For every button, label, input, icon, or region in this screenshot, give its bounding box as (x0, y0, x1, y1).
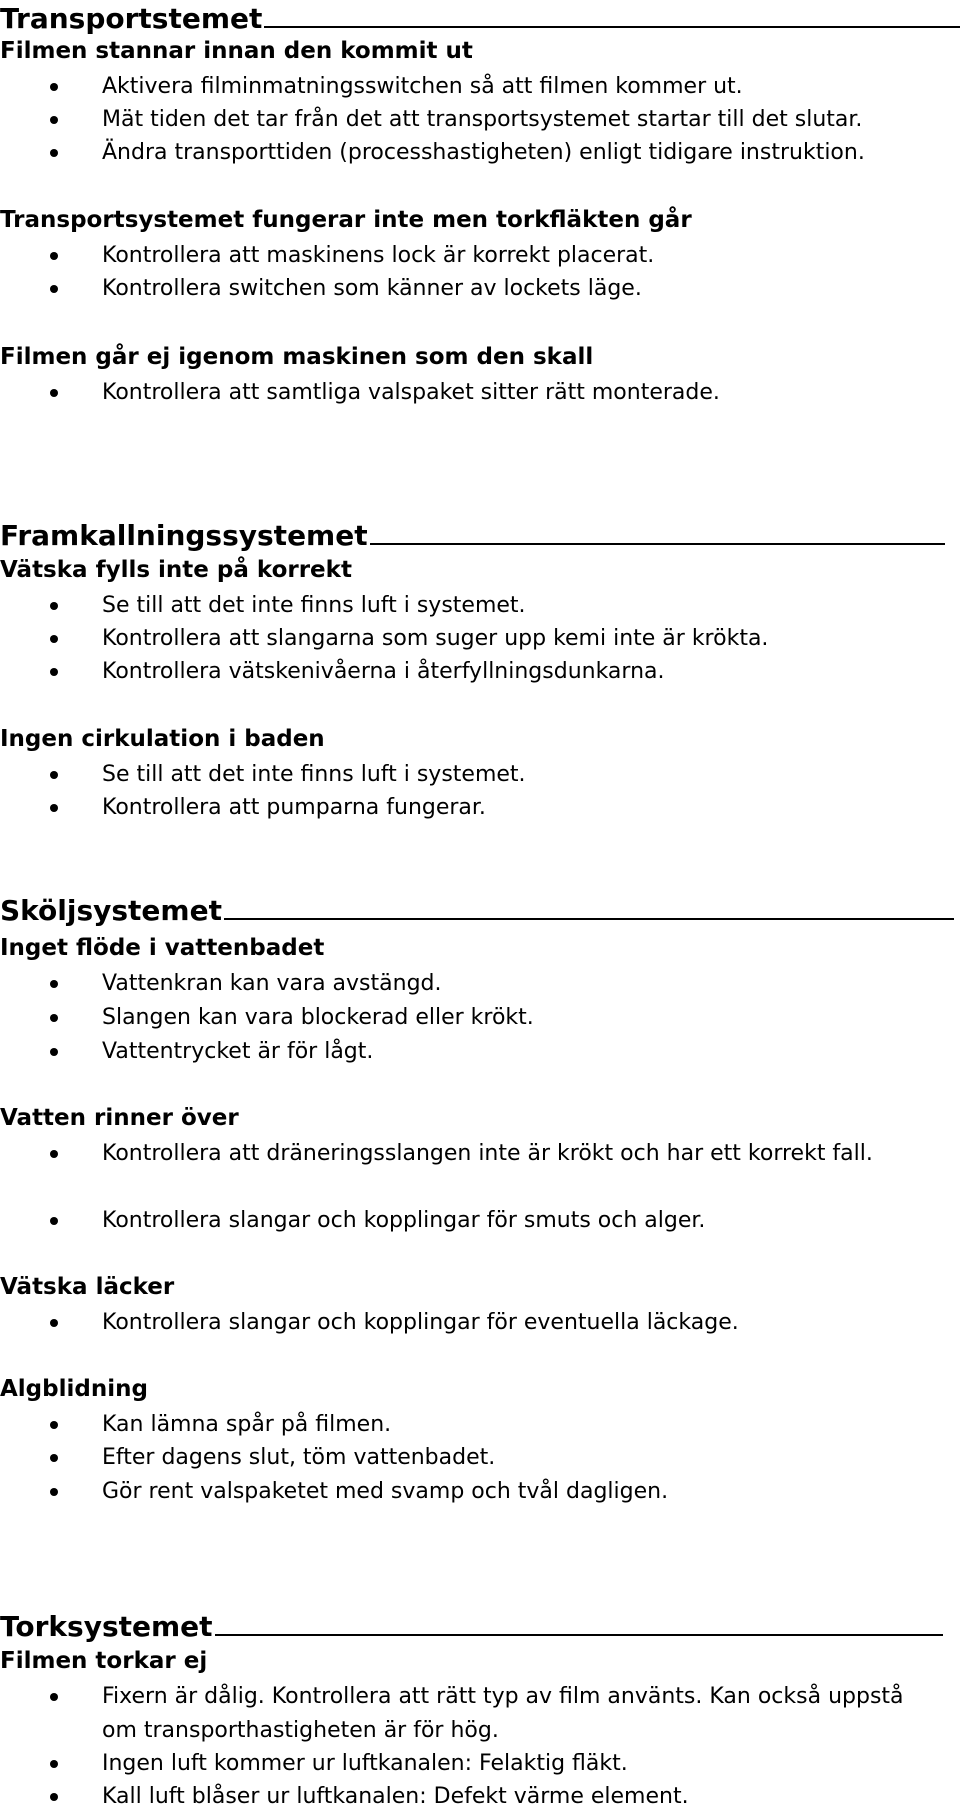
bullet-icon (50, 980, 58, 988)
bullet-icon (50, 1693, 58, 1701)
bullet-icon (50, 804, 58, 812)
heading: Vatten rinner över (0, 1105, 239, 1131)
heading: Transportsystemet fungerar inte men torkfläkten går (0, 207, 692, 233)
bullet-icon (50, 1048, 58, 1056)
heading: Vätska läcker (0, 1274, 175, 1300)
bullet-icon (50, 1014, 58, 1022)
heading: Filmen stannar innan den kommit ut (0, 38, 473, 64)
document-page: Transportstemet Filmen stannar innan den kommit ut Aktivera filminmatningsswitchen så att filmen kommer ut. Mät tiden det tar från det att transportsystemet startar till det slutar. Ändra transporttiden (processhastigheten) enligt tidigare instruktion. Transportsystemet fungerar inte men torkfläkten går Kontrollera att maskinens lock är korrekt placerat. Kontrollera switchen som känner av lockets läge. Filmen går ej igenom maskinen som den skall Kontrollera att samtliga valspaket sitter rätt monterade. Framkallningssystemet Vätska fylls inte på korrekt Se till att det inte finns luft i systemet. Kontrollera att slangarna som suger upp kemi inte är krökta. Kontrollera vätskenivåerna i återfyllningsdunkarna. Ingen cirkulation i baden Se till att det inte finns luft i systemet. Kontrollera att pumparna fungerar. Sköljsystemet Inget flöde i vattenbadet Vattenkran kan vara avstängd. Slangen kan vara blockerad eller krökt. Vattentrycket är för lågt. Vatten rinner över Kontrollera att dräneringsslangen inte är krökt och har ett korrekt fall. Kontrollera slangar och kopplingar för smuts och alger. Vätska läcker Kontrollera slangar och kopplingar för eventuella läckage. Algblidning Kan lämna spår på filmen. Efter dagens slut, töm vattenbadet. Gör rent valspaketet med svamp och tvål dagligen. Torksystemet Filmen torkar ej Fixern är dålig. Kontrollera att rätt typ av film använts. Kan också uppstå om transporthastigheten är för hög. Ingen luft kommer ur luftkanalen: Felaktig fläkt. Kall luft blåser ur luftkanalen: Defekt värme element. (0, 0, 960, 1812)
bullet-icon (50, 1488, 58, 1496)
heading: Algblidning (0, 1376, 148, 1402)
section-title-text: Transportstemet (0, 2, 263, 35)
bullet-icon (50, 285, 58, 293)
heading: Filmen går ej igenom maskinen som den skall (0, 344, 594, 370)
section-title-text: Torksystemet (0, 1610, 213, 1643)
bullet-icon (50, 389, 58, 397)
section-title-skolj (0, 894, 954, 928)
section-title-text: Framkallningssystemet (0, 519, 368, 552)
section-title-framkallning (0, 519, 945, 553)
bullet-icon (50, 252, 58, 260)
bullet-icon (50, 1150, 58, 1158)
heading: Ingen cirkulation i baden (0, 726, 325, 752)
bullet-icon (50, 149, 58, 157)
heading: Vätska fylls inte på korrekt (0, 557, 352, 583)
bullet-icon (50, 668, 58, 676)
bullet-icon (50, 1454, 58, 1462)
title-underline (264, 26, 960, 28)
title-underline (224, 918, 954, 920)
heading: Filmen torkar ej (0, 1648, 208, 1674)
title-underline (215, 1634, 943, 1636)
bullet-icon (50, 1319, 58, 1327)
heading: Inget flöde i vattenbadet (0, 935, 325, 961)
bullet-icon (50, 635, 58, 643)
section-title-text: Sköljsystemet (0, 894, 222, 927)
bullet-icon (50, 771, 58, 779)
bullet-icon (50, 116, 58, 124)
bullet-icon (50, 1217, 58, 1225)
bullet-icon (50, 1421, 58, 1429)
bullet-icon (50, 1793, 58, 1801)
bullet-icon (50, 83, 58, 91)
bullet-icon (50, 602, 58, 610)
bullet-icon (50, 1760, 58, 1768)
title-underline (370, 543, 945, 545)
section-title-transport (0, 2, 960, 36)
section-title-tork (0, 1610, 943, 1644)
